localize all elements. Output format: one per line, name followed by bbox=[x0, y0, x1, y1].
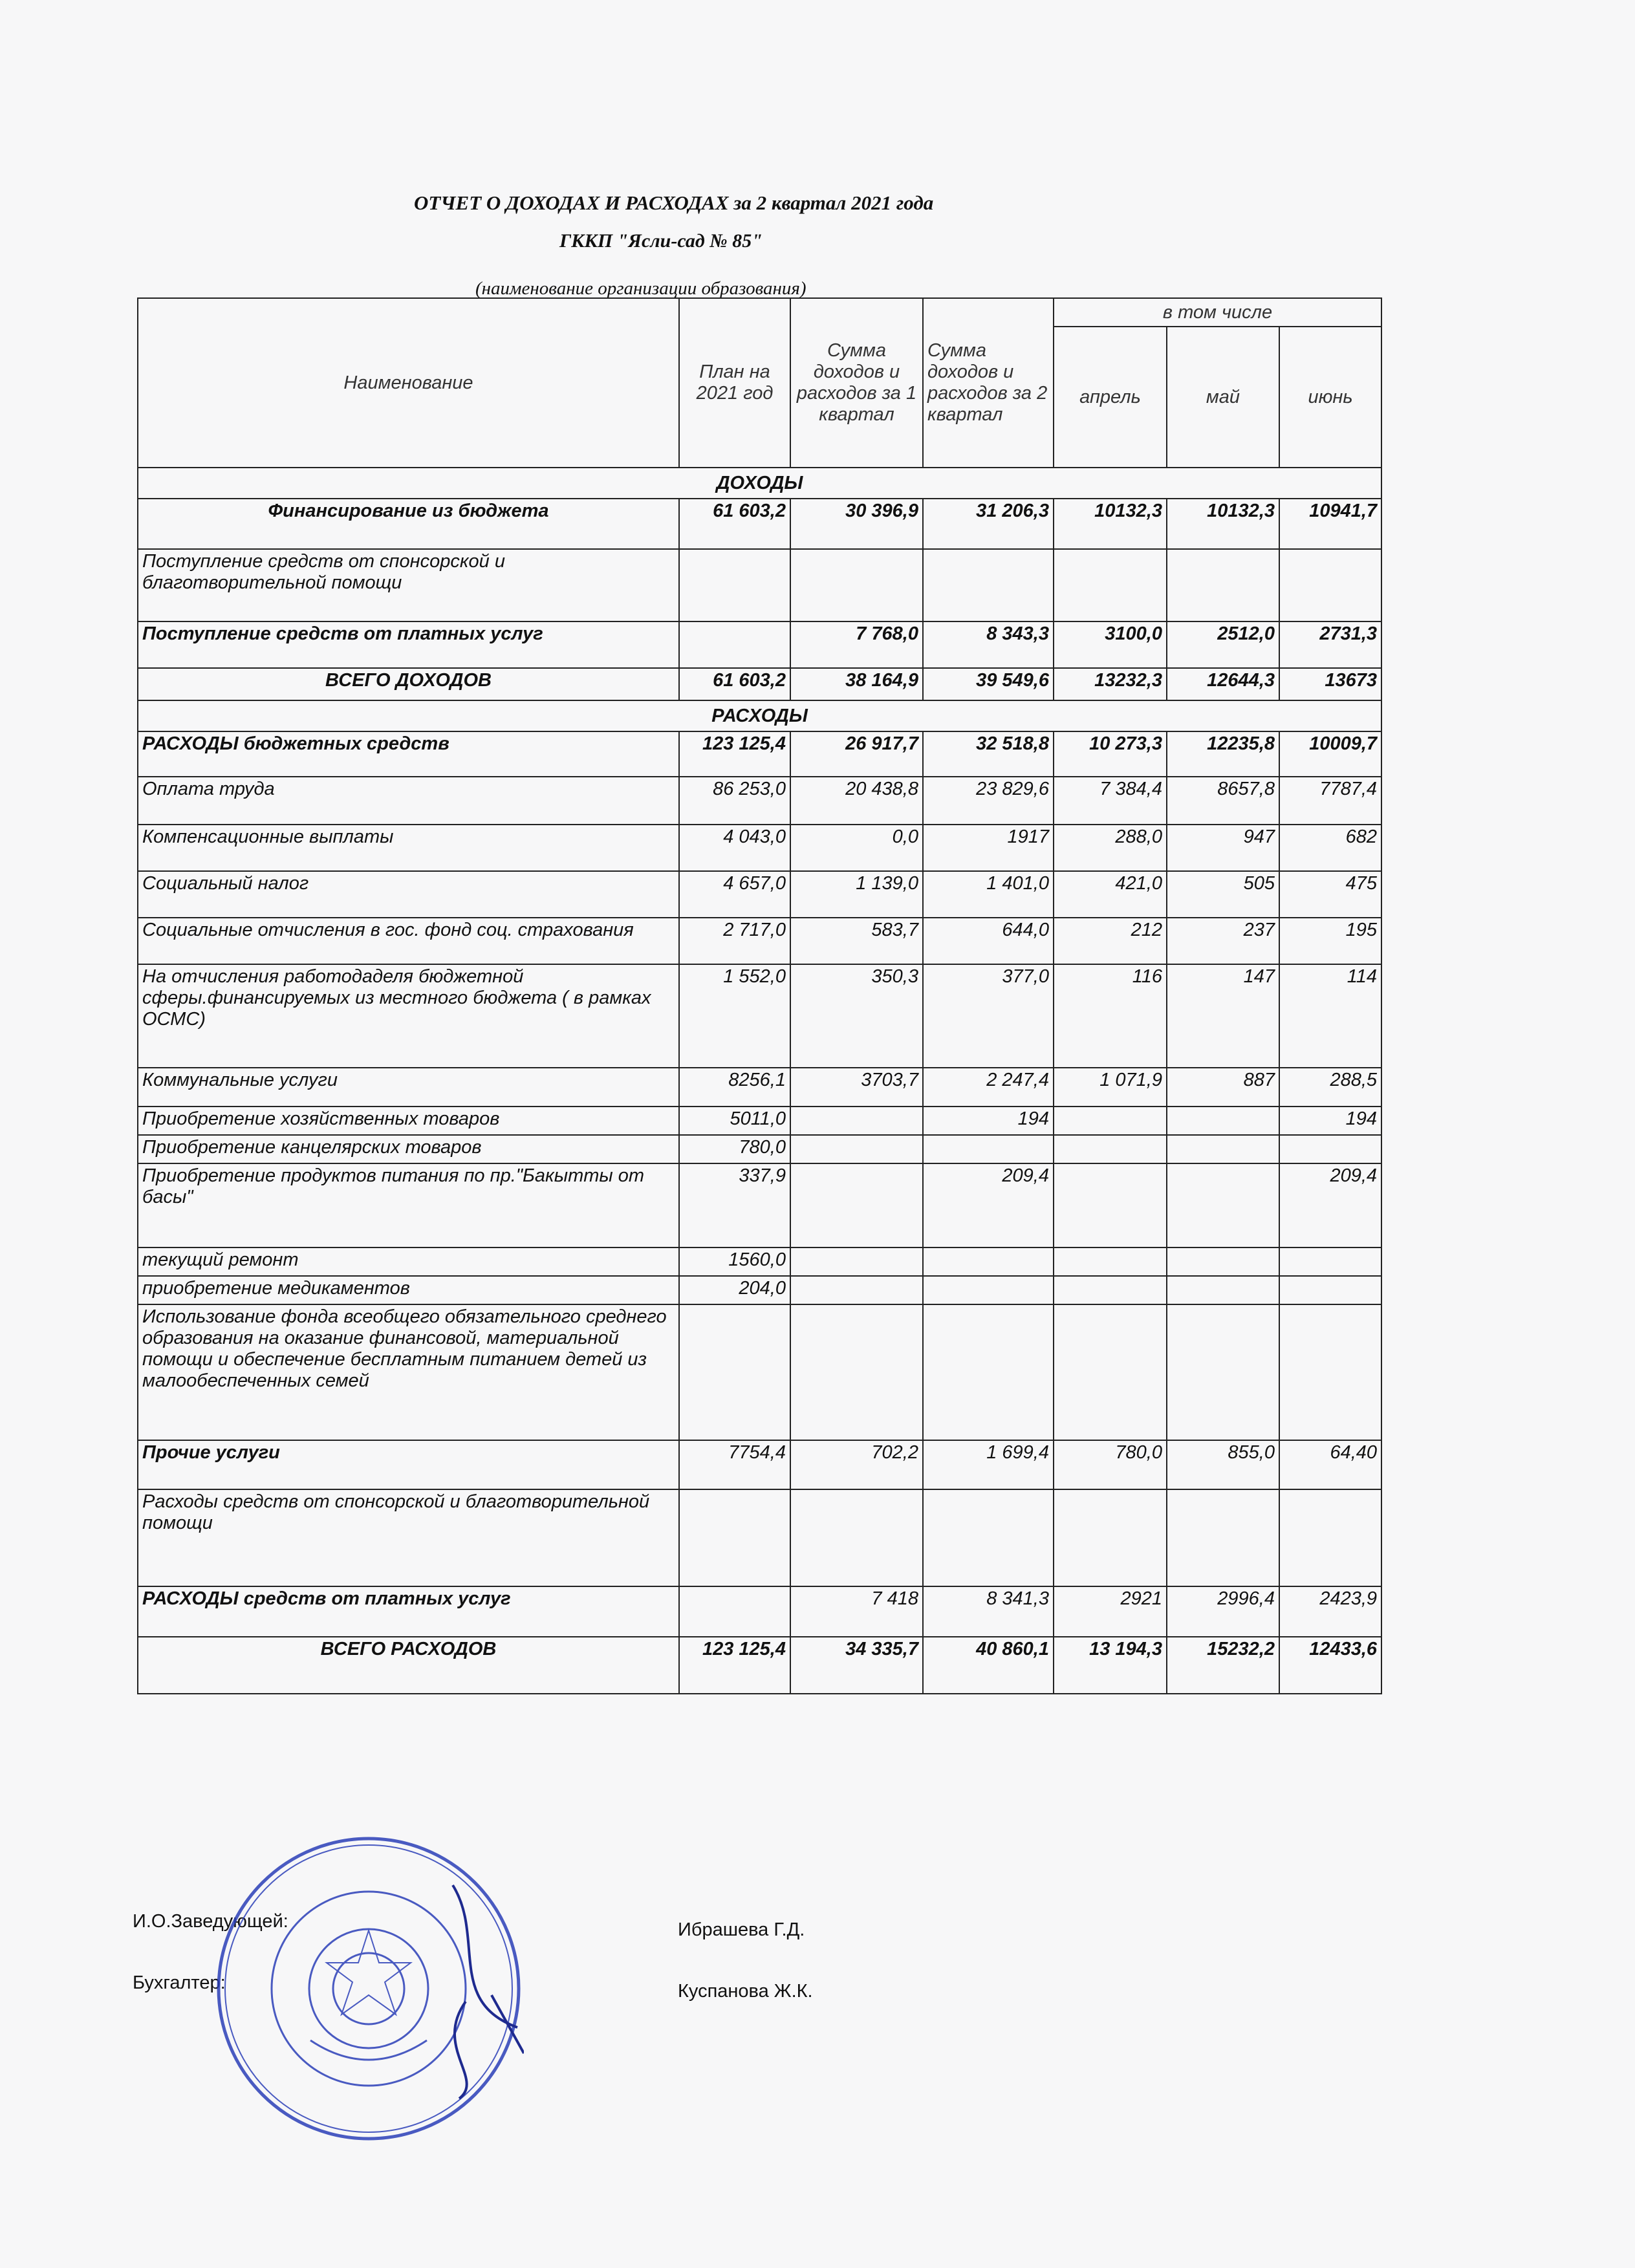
organization-name: ГККП "Ясли-сад № 85" bbox=[559, 230, 763, 252]
cell-q2 bbox=[923, 1135, 1054, 1163]
cell-plan: 780,0 bbox=[679, 1135, 790, 1163]
cell-april: 116 bbox=[1054, 964, 1167, 1068]
row-name: Приобретение хозяйственных товаров bbox=[138, 1107, 679, 1135]
cell-april: 2921 bbox=[1054, 1586, 1167, 1637]
cell-april bbox=[1054, 1163, 1167, 1247]
cell-q1: 38 164,9 bbox=[790, 668, 923, 700]
row-name: Поступление средств от платных услуг bbox=[138, 621, 679, 668]
cell-q2 bbox=[923, 1304, 1054, 1440]
cell-april bbox=[1054, 1107, 1167, 1135]
cell-april bbox=[1054, 1247, 1167, 1276]
row-name: ВСЕГО РАСХОДОВ bbox=[138, 1637, 679, 1694]
cell-plan bbox=[679, 621, 790, 668]
section-header: РАСХОДЫ bbox=[138, 700, 1381, 731]
row-name: ВСЕГО ДОХОДОВ bbox=[138, 668, 679, 700]
cell-plan bbox=[679, 1489, 790, 1586]
cell-q2 bbox=[923, 1276, 1054, 1304]
cell-q2: 8 343,3 bbox=[923, 621, 1054, 668]
cell-june: 10941,7 bbox=[1279, 499, 1381, 549]
cell-q1: 20 438,8 bbox=[790, 777, 923, 825]
section-header: ДОХОДЫ bbox=[138, 468, 1381, 499]
cell-q2: 209,4 bbox=[923, 1163, 1054, 1247]
head-signature-title: И.О.Заведующей: bbox=[133, 1911, 288, 1932]
cell-may: 10132,3 bbox=[1167, 499, 1279, 549]
cell-may bbox=[1167, 1163, 1279, 1247]
cell-may: 947 bbox=[1167, 825, 1279, 871]
cell-q2: 8 341,3 bbox=[923, 1586, 1054, 1637]
cell-plan: 123 125,4 bbox=[679, 731, 790, 777]
cell-may: 2512,0 bbox=[1167, 621, 1279, 668]
col-header-q1: Сумма доходов и расходов за 1 квартал bbox=[790, 298, 923, 468]
table-row bbox=[138, 825, 1381, 871]
cell-april: 10 273,3 bbox=[1054, 731, 1167, 777]
table-row bbox=[138, 1247, 1381, 1276]
row-name: РАСХОДЫ бюджетных средств bbox=[138, 731, 679, 777]
cell-april: 1 071,9 bbox=[1054, 1068, 1167, 1107]
table-row bbox=[138, 1304, 1381, 1440]
row-name: Оплата труда bbox=[138, 777, 679, 825]
cell-plan: 7754,4 bbox=[679, 1440, 790, 1489]
cell-plan: 1 552,0 bbox=[679, 964, 790, 1068]
cell-june: 475 bbox=[1279, 871, 1381, 918]
cell-april: 10132,3 bbox=[1054, 499, 1167, 549]
cell-june: 194 bbox=[1279, 1107, 1381, 1135]
row-name: Расходы средств от спонсорской и благотворительной помощи bbox=[138, 1489, 679, 1586]
cell-q1: 0,0 bbox=[790, 825, 923, 871]
table-row bbox=[138, 549, 1381, 621]
cell-plan: 337,9 bbox=[679, 1163, 790, 1247]
head-signature-name: Ибрашева Г.Д. bbox=[678, 1919, 805, 1940]
cell-q2 bbox=[923, 549, 1054, 621]
cell-q1: 34 335,7 bbox=[790, 1637, 923, 1694]
cell-june: 2731,3 bbox=[1279, 621, 1381, 668]
cell-april bbox=[1054, 1276, 1167, 1304]
cell-q1 bbox=[790, 1163, 923, 1247]
cell-q1 bbox=[790, 1247, 923, 1276]
cell-q2: 31 206,3 bbox=[923, 499, 1054, 549]
cell-may bbox=[1167, 1489, 1279, 1586]
cell-june bbox=[1279, 1304, 1381, 1440]
cell-april: 3100,0 bbox=[1054, 621, 1167, 668]
accountant-signature-name: Куспанова Ж.К. bbox=[678, 1981, 813, 2002]
cell-may bbox=[1167, 1107, 1279, 1135]
cell-plan: 4 657,0 bbox=[679, 871, 790, 918]
cell-q1 bbox=[790, 1489, 923, 1586]
cell-june: 114 bbox=[1279, 964, 1381, 1068]
row-name: Приобретение продуктов питания по пр."Бакытты от басы" bbox=[138, 1163, 679, 1247]
cell-q2: 2 247,4 bbox=[923, 1068, 1054, 1107]
cell-q2: 39 549,6 bbox=[923, 668, 1054, 700]
cell-q2: 32 518,8 bbox=[923, 731, 1054, 777]
table-row bbox=[138, 1276, 1381, 1304]
cell-q2: 1 699,4 bbox=[923, 1440, 1054, 1489]
cell-plan: 2 717,0 bbox=[679, 918, 790, 964]
accountant-signature-title: Бухгалтер: bbox=[133, 1972, 226, 1993]
cell-may: 12644,3 bbox=[1167, 668, 1279, 700]
cell-may: 887 bbox=[1167, 1068, 1279, 1107]
col-header-q2: Сумма доходов и расходов за 2 квартал bbox=[923, 298, 1054, 468]
col-header-june: июнь bbox=[1279, 327, 1381, 468]
cell-q1 bbox=[790, 1276, 923, 1304]
cell-plan: 1560,0 bbox=[679, 1247, 790, 1276]
row-name: текущий ремонт bbox=[138, 1247, 679, 1276]
cell-q1: 702,2 bbox=[790, 1440, 923, 1489]
cell-may: 855,0 bbox=[1167, 1440, 1279, 1489]
col-header-including: в том числе bbox=[1054, 298, 1381, 327]
cell-may bbox=[1167, 1247, 1279, 1276]
cell-may: 147 bbox=[1167, 964, 1279, 1068]
cell-plan: 86 253,0 bbox=[679, 777, 790, 825]
cell-q1: 26 917,7 bbox=[790, 731, 923, 777]
row-name: На отчисления работодаделя бюджетной сферы.финансируемых из местного бюджета ( в рамках ОСМС) bbox=[138, 964, 679, 1068]
cell-q2: 23 829,6 bbox=[923, 777, 1054, 825]
cell-april: 780,0 bbox=[1054, 1440, 1167, 1489]
cell-plan: 61 603,2 bbox=[679, 499, 790, 549]
col-header-april: апрель bbox=[1054, 327, 1167, 468]
cell-plan: 4 043,0 bbox=[679, 825, 790, 871]
cell-april: 7 384,4 bbox=[1054, 777, 1167, 825]
cell-q2 bbox=[923, 1247, 1054, 1276]
cell-q1: 7 418 bbox=[790, 1586, 923, 1637]
report-table bbox=[137, 297, 1382, 1694]
row-name: Использование фонда всеобщего обязательного среднего образования на оказание финансовой, материальной помощи и обеспечение бесплатным питанием детей из малообеспеченных семей bbox=[138, 1304, 679, 1440]
cell-may: 237 bbox=[1167, 918, 1279, 964]
cell-june bbox=[1279, 1247, 1381, 1276]
section-row bbox=[138, 700, 1381, 731]
cell-may bbox=[1167, 1276, 1279, 1304]
cell-june: 64,40 bbox=[1279, 1440, 1381, 1489]
cell-plan: 204,0 bbox=[679, 1276, 790, 1304]
official-seal-icon bbox=[213, 1833, 524, 2144]
cell-june bbox=[1279, 549, 1381, 621]
cell-may: 505 bbox=[1167, 871, 1279, 918]
table-row bbox=[138, 621, 1381, 668]
cell-april bbox=[1054, 549, 1167, 621]
cell-june: 12433,6 bbox=[1279, 1637, 1381, 1694]
cell-q2: 1 401,0 bbox=[923, 871, 1054, 918]
cell-q2: 644,0 bbox=[923, 918, 1054, 964]
cell-q1: 350,3 bbox=[790, 964, 923, 1068]
report-title: ОТЧЕТ О ДОХОДАХ И РАСХОДАХ за 2 квартал 2021 года bbox=[414, 191, 934, 214]
table-row bbox=[138, 499, 1381, 549]
cell-may: 15232,2 bbox=[1167, 1637, 1279, 1694]
cell-april bbox=[1054, 1489, 1167, 1586]
cell-q1: 1 139,0 bbox=[790, 871, 923, 918]
cell-q1: 30 396,9 bbox=[790, 499, 923, 549]
row-name: Коммунальные услуги bbox=[138, 1068, 679, 1107]
cell-q2: 40 860,1 bbox=[923, 1637, 1054, 1694]
cell-q1: 7 768,0 bbox=[790, 621, 923, 668]
cell-april: 288,0 bbox=[1054, 825, 1167, 871]
table-row bbox=[138, 1440, 1381, 1489]
cell-plan: 123 125,4 bbox=[679, 1637, 790, 1694]
table-row bbox=[138, 918, 1381, 964]
organization-caption: (наименование организации образования) bbox=[475, 278, 807, 299]
cell-plan bbox=[679, 549, 790, 621]
cell-q1 bbox=[790, 1135, 923, 1163]
table-row bbox=[138, 1107, 1381, 1135]
cell-april bbox=[1054, 1135, 1167, 1163]
cell-q1 bbox=[790, 1304, 923, 1440]
table-row bbox=[138, 1163, 1381, 1247]
table-row bbox=[138, 1068, 1381, 1107]
cell-june: 195 bbox=[1279, 918, 1381, 964]
cell-june: 10009,7 bbox=[1279, 731, 1381, 777]
row-name: Финансирование из бюджета bbox=[138, 499, 679, 549]
cell-june bbox=[1279, 1276, 1381, 1304]
cell-plan bbox=[679, 1586, 790, 1637]
cell-may: 8657,8 bbox=[1167, 777, 1279, 825]
cell-may: 2996,4 bbox=[1167, 1586, 1279, 1637]
cell-april: 212 bbox=[1054, 918, 1167, 964]
cell-plan: 8256,1 bbox=[679, 1068, 790, 1107]
row-name: Прочие услуги bbox=[138, 1440, 679, 1489]
table-row bbox=[138, 871, 1381, 918]
cell-april: 13232,3 bbox=[1054, 668, 1167, 700]
table-row bbox=[138, 1637, 1381, 1694]
cell-q2: 1917 bbox=[923, 825, 1054, 871]
row-name: приобретение медикаментов bbox=[138, 1276, 679, 1304]
cell-april bbox=[1054, 1304, 1167, 1440]
cell-june: 13673 bbox=[1279, 668, 1381, 700]
cell-plan: 5011,0 bbox=[679, 1107, 790, 1135]
cell-may bbox=[1167, 549, 1279, 621]
cell-june: 7787,4 bbox=[1279, 777, 1381, 825]
col-header-plan: План на 2021 год bbox=[679, 298, 790, 468]
table-row bbox=[138, 777, 1381, 825]
cell-june: 209,4 bbox=[1279, 1163, 1381, 1247]
row-name: Компенсационные выплаты bbox=[138, 825, 679, 871]
table-row bbox=[138, 964, 1381, 1068]
row-name: Приобретение канцелярских товаров bbox=[138, 1135, 679, 1163]
cell-june: 682 bbox=[1279, 825, 1381, 871]
cell-q1 bbox=[790, 549, 923, 621]
table-row bbox=[138, 731, 1381, 777]
cell-q1: 583,7 bbox=[790, 918, 923, 964]
row-name: Социальные отчисления в гос. фонд соц. страхования bbox=[138, 918, 679, 964]
cell-june: 2423,9 bbox=[1279, 1586, 1381, 1637]
cell-q1: 3703,7 bbox=[790, 1068, 923, 1107]
cell-may: 12235,8 bbox=[1167, 731, 1279, 777]
cell-q2: 194 bbox=[923, 1107, 1054, 1135]
cell-plan: 61 603,2 bbox=[679, 668, 790, 700]
cell-april: 13 194,3 bbox=[1054, 1637, 1167, 1694]
section-row bbox=[138, 468, 1381, 499]
table-row bbox=[138, 1586, 1381, 1637]
cell-june bbox=[1279, 1135, 1381, 1163]
cell-plan bbox=[679, 1304, 790, 1440]
row-name: Поступление средств от спонсорской и благотворительной помощи bbox=[138, 549, 679, 621]
cell-may bbox=[1167, 1304, 1279, 1440]
table-row bbox=[138, 1135, 1381, 1163]
row-name: РАСХОДЫ средств от платных услуг bbox=[138, 1586, 679, 1637]
cell-june bbox=[1279, 1489, 1381, 1586]
table-row bbox=[138, 1489, 1381, 1586]
cell-q2 bbox=[923, 1489, 1054, 1586]
row-name: Социальный налог bbox=[138, 871, 679, 918]
table-row bbox=[138, 668, 1381, 700]
cell-april: 421,0 bbox=[1054, 871, 1167, 918]
col-header-may: май bbox=[1167, 327, 1279, 468]
signature-stroke bbox=[453, 1885, 524, 2099]
cell-june: 288,5 bbox=[1279, 1068, 1381, 1107]
cell-may bbox=[1167, 1135, 1279, 1163]
cell-q2: 377,0 bbox=[923, 964, 1054, 1068]
col-header-name: Наименование bbox=[138, 298, 679, 468]
cell-q1 bbox=[790, 1107, 923, 1135]
